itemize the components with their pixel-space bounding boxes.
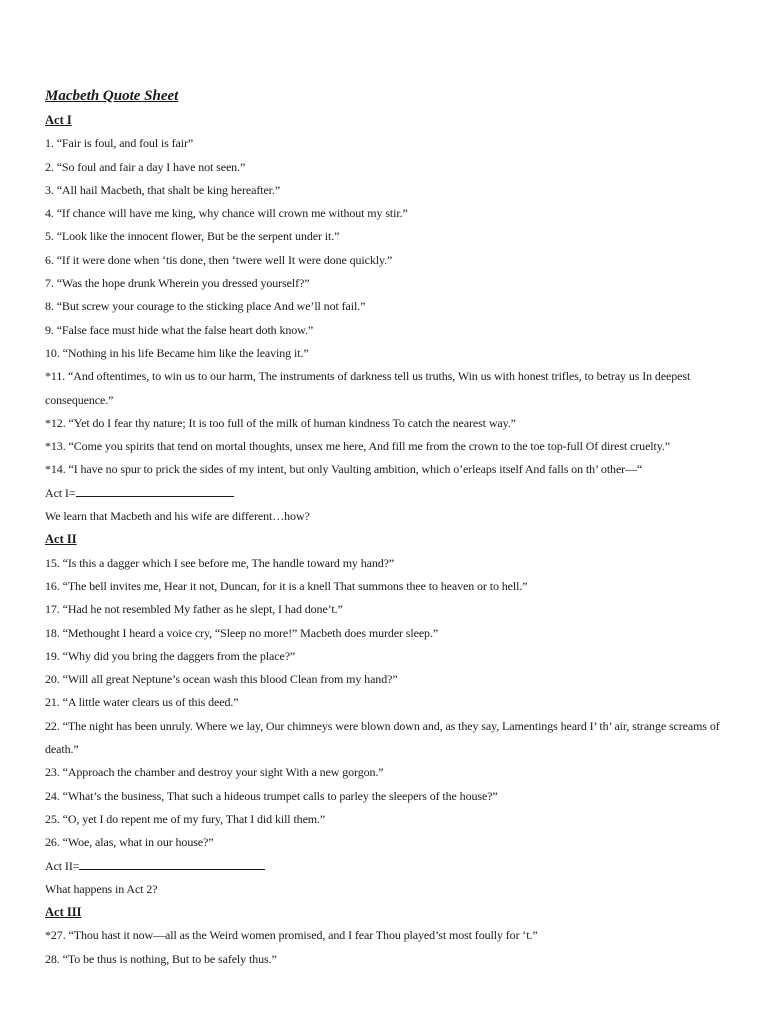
act-2-heading: Act II <box>45 532 77 547</box>
quote-18: 18. “Methought I heard a voice cry, “Sleep no more!” Macbeth does murder sleep.” <box>45 625 439 640</box>
quote-20: 20. “Will all great Neptune’s ocean wash this blood Clean from my hand?” <box>45 672 398 687</box>
quote-21: 21. “A little water clears us of this deed.” <box>45 695 239 710</box>
quote-2: 2. “So foul and fair a day I have not seen.” <box>45 159 246 174</box>
quote-8: 8. “But screw your courage to the sticking place And we’ll not fail.” <box>45 299 366 314</box>
quote-3: 3. “All hail Macbeth, that shalt be king hereafter.” <box>45 182 281 197</box>
quote-5: 5. “Look like the innocent flower, But be the serpent under it.” <box>45 229 340 244</box>
quote-25: 25. “O, yet I do repent me of my fury, That I did kill them.” <box>45 811 326 826</box>
quote-14: *14. “I have no spur to prick the sides of my intent, but only Vaulting ambition, which o’erleaps itself And falls on th’ other—“ <box>45 462 643 477</box>
page-title: Macbeth Quote Sheet <box>45 88 179 104</box>
quote-sheet <box>45 86 745 971</box>
quote-12: *12. “Yet do I fear thy nature; It is too full of the milk of human kindness To catch the nearest way.” <box>45 415 516 430</box>
quote-13: *13. “Come you spirits that tend on mortal thoughts, unsex me here, And fill me from the crown to the toe top-full Of direst cruelty.” <box>45 439 671 454</box>
quote-4: 4. “If chance will have me king, why chance will crown me without my stir.” <box>45 206 408 221</box>
quote-7: 7. “Was the hope drunk Wherein you dressed yourself?” <box>45 276 310 291</box>
quote-19: 19. “Why did you bring the daggers from the place?” <box>45 648 296 663</box>
quote-26: 26. “Woe, alas, what in our house?” <box>45 835 214 850</box>
act-2-summary-label: Act II= <box>45 858 80 873</box>
quote-28: 28. “To be thus is nothing, But to be safely thus.” <box>45 951 277 966</box>
act-2-question: What happens in Act 2? <box>45 881 158 896</box>
quote-24: 24. “What’s the business, That such a hideous trumpet calls to parley the sleepers of the house?” <box>45 788 498 803</box>
act-3-heading: Act III <box>45 905 82 920</box>
act-1-answer-blank <box>76 483 234 497</box>
quote-10: 10. “Nothing in his life Became him like the leaving it.” <box>45 345 309 360</box>
quote-15: 15. “Is this a dagger which I see before me, The handle toward my hand?” <box>45 555 395 570</box>
act-1-summary-label: Act I= <box>45 485 76 500</box>
quote-1: 1. “Fair is foul, and foul is fair” <box>45 136 194 151</box>
quote-27: *27. “Thou hast it now—all as the Weird women promised, and I fear Thou played’st most foully for ‘t.” <box>45 928 538 943</box>
act-2-summary <box>45 855 745 878</box>
quote-17: 17. “Had he not resembled My father as he slept, I had done’t.” <box>45 602 343 617</box>
quote-6: 6. “If it were done when ‘tis done, then ‘twere well It were done quickly.” <box>45 252 393 267</box>
quote-9: 9. “False face must hide what the false heart doth know.” <box>45 322 314 337</box>
act-2-answer-blank <box>79 856 265 870</box>
act-1-heading: Act I <box>45 113 72 127</box>
act-1-question: We learn that Macbeth and his wife are different…how? <box>45 509 310 524</box>
act-1-summary <box>45 482 745 505</box>
quote-16: 16. “The bell invites me, Hear it not, Duncan, for it is a knell That summons thee to heaven or to hell.” <box>45 578 528 593</box>
quote-11: *11. “And oftentimes, to win us to our harm, The instruments of darkness tell us truths, Win us with honest trifles, to betray us In deepest consequence.” <box>45 369 691 407</box>
quote-22: 22. “The night has been unruly. Where we lay, Our chimneys were blown down and, as they say, Lamentings heard I’ th’ air, strange screams of death.” <box>45 718 720 757</box>
quote-23: 23. “Approach the chamber and destroy your sight With a new gorgon.” <box>45 765 384 780</box>
